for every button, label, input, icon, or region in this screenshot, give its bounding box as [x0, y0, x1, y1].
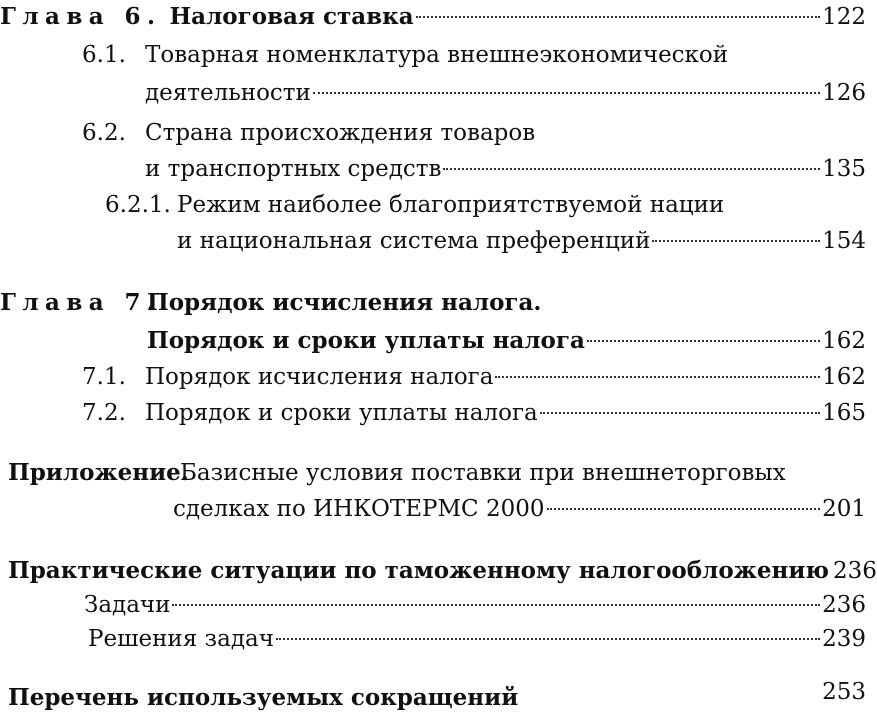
leader-dots [587, 340, 820, 342]
chapter-7-title-line1: Порядок исчисления налога. [147, 289, 542, 316]
chapter-7-title-line2: Порядок и сроки уплаты налога [147, 327, 585, 354]
appendix-title-line2: сделках по ИНКОТЕРМС 2000 [173, 496, 545, 522]
leader-dots [172, 604, 820, 606]
section-6-2-title-line1: Страна происхождения товаров [145, 120, 536, 146]
section-6-1-page: 126 [822, 80, 866, 106]
solutions-page: 239 [822, 626, 866, 652]
leader-dots [547, 508, 821, 510]
section-7-1-title: Порядок исчисления налога [145, 364, 494, 390]
section-7-1-label: 7.1. [82, 364, 126, 390]
leader-dots [495, 376, 820, 378]
practical-cases-page: 236 [833, 558, 877, 584]
section-7-2-label: 7.2. [82, 400, 126, 426]
problems-title: Задачи [84, 592, 171, 618]
leader-dots [652, 240, 820, 242]
section-6-2-page: 135 [822, 156, 866, 182]
section-6-2-label: 6.2. [82, 120, 126, 146]
solutions-title: Решения задач [88, 626, 274, 652]
appendix-page: 201 [822, 496, 866, 522]
section-6-2-1-title-line1: Режим наиболее благоприятствуемой нации [177, 192, 725, 218]
chapter-6-label: Глава 6. [0, 3, 162, 30]
practical-cases-title: Практические ситуации по таможенному налогообложению [8, 557, 830, 584]
section-6-1-title-line2: деятельности [145, 80, 311, 106]
problems-page: 236 [822, 592, 866, 618]
section-6-2-title-line2: и транспортных средств [145, 156, 442, 182]
section-6-2-1-label: 6.2.1. [105, 192, 171, 218]
chapter-6-title: Налоговая ставка [169, 3, 414, 30]
section-6-1-label: 6.1. [82, 42, 126, 68]
leader-dots [540, 412, 820, 414]
leader-dots [443, 168, 820, 170]
section-7-1-page: 162 [822, 364, 866, 390]
chapter-7-label: Глава 7. [0, 289, 162, 316]
appendix-title-line1: Базисные условия поставки при внешнеторговых [180, 460, 786, 486]
section-7-2-title: Порядок и сроки уплаты налога [145, 400, 538, 426]
leader-dots [276, 638, 820, 640]
abbreviations-page: 253 [822, 679, 866, 705]
appendix-label: Приложение. [8, 459, 189, 486]
chapter-7-page: 162 [822, 328, 866, 354]
chapter-6-page: 122 [822, 4, 866, 30]
leader-dots [313, 92, 820, 94]
section-7-2-page: 165 [822, 400, 866, 426]
section-6-1-title-line1: Товарная номенклатура внешнеэкономической [145, 42, 729, 68]
abbreviations-title: Перечень используемых сокращений [8, 684, 519, 711]
leader-dots [416, 16, 820, 18]
section-6-2-1-page: 154 [822, 228, 866, 254]
section-6-2-1-title-line2: и национальная система преференций [177, 228, 651, 254]
